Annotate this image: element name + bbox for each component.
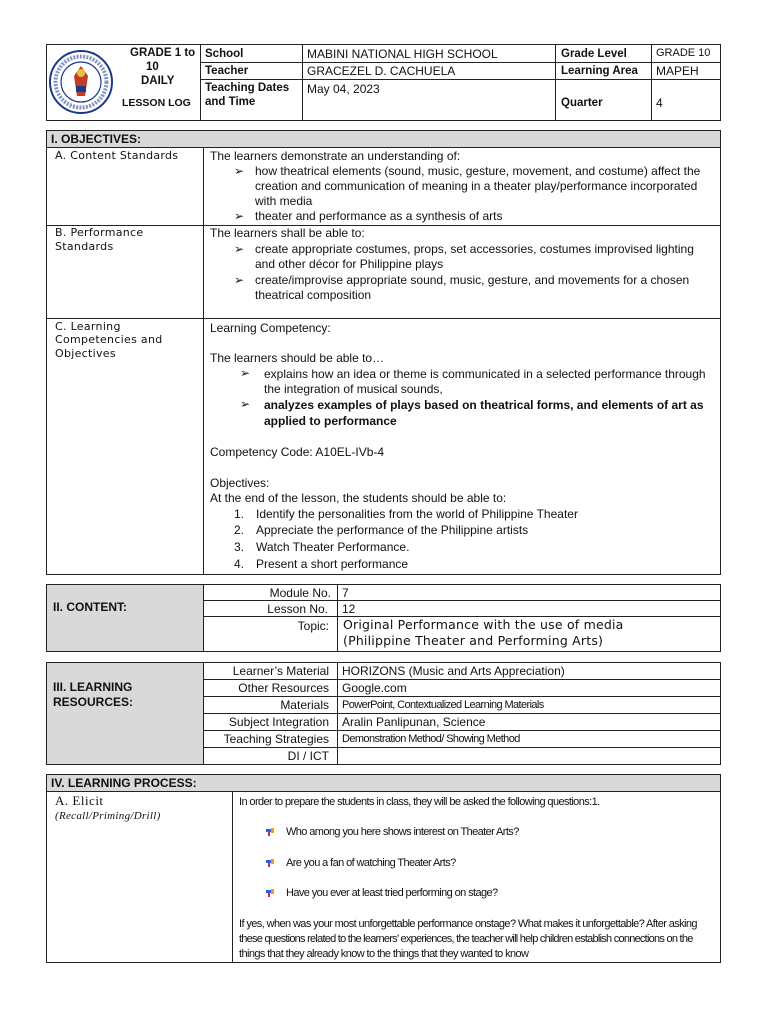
objectives-subheading: Objectives: bbox=[210, 476, 270, 490]
learning-competency-heading: Learning Competency: bbox=[210, 321, 331, 335]
elicit-sublabel: (Recall/Priming/Drill) bbox=[55, 810, 161, 822]
competencies-label-1: C. Learning bbox=[55, 320, 121, 333]
arrow-bullet-icon: ➢ bbox=[240, 366, 251, 380]
competencies-label-2: Competencies and bbox=[55, 333, 163, 346]
competencies-label-3: Objectives bbox=[55, 347, 116, 360]
content-standards-label: A. Content Standards bbox=[55, 149, 179, 162]
school-value: MABINI NATIONAL HIGH SCHOOL bbox=[307, 47, 498, 61]
competency-code: Competency Code: A10EL-IVb-4 bbox=[210, 445, 385, 459]
list-number: 1. bbox=[233, 507, 244, 521]
grade-line-1: GRADE 1 to bbox=[130, 47, 196, 59]
quarter-value: 4 bbox=[656, 96, 663, 110]
dates-label-1: Teaching Dates bbox=[205, 82, 290, 94]
quarter-label: Quarter bbox=[561, 97, 603, 109]
resource-label: DI / ICT bbox=[287, 749, 329, 763]
school-label: School bbox=[205, 48, 244, 60]
teacher-label: Teacher bbox=[205, 65, 249, 77]
arrow-bullet-icon: ➢ bbox=[234, 209, 245, 223]
module-label: Module No. bbox=[269, 586, 331, 600]
resource-label: Other Resources bbox=[238, 681, 329, 695]
resource-value: PowerPoint, Contextualized Learning Materials bbox=[342, 699, 544, 711]
arrow-bullet-icon: ➢ bbox=[234, 273, 245, 287]
topic-line-2: (Philippine Theater and Performing Arts) bbox=[343, 633, 604, 648]
grade-level-value: GRADE 10 bbox=[656, 47, 711, 59]
resource-label: Subject Integration bbox=[228, 715, 329, 729]
topic-label: Topic: bbox=[297, 619, 329, 633]
resources-heading-1: III. LEARNING bbox=[53, 680, 133, 694]
grade-line-2: 10 bbox=[146, 61, 159, 73]
elicit-paragraph-line-1: If yes, when was your most unforgettable performance onstage? What makes it unforgettable? After asking bbox=[239, 918, 697, 930]
content-standards-b1-l3: with media bbox=[255, 194, 313, 208]
end-of-lesson-text: At the end of the lesson, the students should be able to: bbox=[210, 491, 507, 505]
competency-b2-l2: applied to performance bbox=[264, 414, 397, 428]
arrow-bullet-icon: ➢ bbox=[240, 397, 251, 411]
process-heading: IV. LEARNING PROCESS: bbox=[51, 776, 197, 790]
competency-b1-l1: explains how an idea or theme is communicated in a selected performance through bbox=[264, 367, 706, 381]
elicit-label: A. Elicit bbox=[55, 793, 104, 808]
resource-value: Aralin Panlipunan, Science bbox=[342, 715, 486, 729]
arrow-bullet-icon: ➢ bbox=[234, 242, 245, 256]
elicit-paragraph-line-3: things that they already know to the things that they wanted to know bbox=[239, 948, 529, 960]
lesson-log-label: LESSON LOG bbox=[122, 97, 191, 109]
arrow-bullet-icon: ➢ bbox=[234, 164, 245, 178]
performance-standards-label-1: B. Performance bbox=[55, 226, 144, 239]
pushpin-bullet-icon bbox=[265, 858, 275, 868]
content-standards-b1-l1: how theatrical elements (sound, music, gesture, movement, and costume) affect the bbox=[255, 164, 701, 178]
elicit-intro: In order to prepare the students in class, they will be asked the following questions:1. bbox=[239, 796, 600, 808]
resource-value: Demonstration Method/ Showing Method bbox=[342, 733, 520, 745]
deped-seal-icon bbox=[48, 46, 114, 118]
list-item: Watch Theater Performance. bbox=[256, 540, 410, 554]
pushpin-bullet-icon bbox=[265, 888, 275, 898]
list-item: Identify the personalities from the world of Philippine Theater bbox=[256, 507, 578, 521]
performance-standards-b2-l1: create/improvise appropriate sound, music, gesture, and movements for a chosen bbox=[255, 273, 690, 287]
performance-standards-intro: The learners shall be able to: bbox=[210, 226, 365, 240]
lesson-value: 12 bbox=[342, 602, 356, 616]
module-value: 7 bbox=[342, 586, 349, 600]
teacher-value: GRACEZEL D. CACHUELA bbox=[307, 64, 456, 78]
elicit-question: Who among you here shows interest on Theater Arts? bbox=[286, 826, 519, 838]
competency-b2-l1: analyzes examples of plays based on theatrical forms, and elements of art as bbox=[264, 398, 704, 412]
content-standards-b2: theater and performance as a synthesis of arts bbox=[255, 209, 503, 223]
elicit-paragraph-line-2: these questions related to the learners’ experiences, the teacher will help children establish connections on the bbox=[239, 933, 693, 945]
content-heading: II. CONTENT: bbox=[53, 600, 127, 614]
list-item: Appreciate the performance of the Philippine artists bbox=[256, 523, 529, 537]
grade-level-label: Grade Level bbox=[561, 48, 627, 60]
learning-area-label: Learning Area bbox=[561, 65, 638, 77]
resource-value: Google.com bbox=[342, 681, 407, 695]
performance-standards-b1-l1: create appropriate costumes, props, set accessories, costumes improvised lighting bbox=[255, 242, 694, 256]
resource-label: Teaching Strategies bbox=[223, 732, 329, 746]
resource-value: HORIZONS (Music and Arts Appreciation) bbox=[342, 664, 565, 678]
performance-standards-label-2: Standards bbox=[55, 240, 114, 253]
list-number: 3. bbox=[233, 540, 244, 554]
performance-standards-b1-l2: and other décor for Philippine plays bbox=[255, 257, 444, 271]
list-item: Present a short performance bbox=[256, 557, 409, 571]
list-number: 4. bbox=[233, 557, 244, 571]
lesson-label: Lesson No. bbox=[267, 602, 328, 616]
performance-standards-b2-l2: theatrical composition bbox=[255, 288, 372, 302]
pushpin-bullet-icon bbox=[265, 827, 275, 837]
topic-line-1: Original Performance with the use of media bbox=[343, 617, 624, 632]
content-standards-intro: The learners demonstrate an understanding of: bbox=[210, 149, 461, 163]
learning-area-value: MAPEH bbox=[656, 64, 699, 78]
elicit-question: Are you a fan of watching Theater Arts? bbox=[286, 857, 456, 869]
dates-value: May 04, 2023 bbox=[307, 82, 380, 96]
learners-should-text: The learners should be able to… bbox=[210, 351, 385, 365]
competency-b1-l2: the integration of musical sounds, bbox=[264, 382, 443, 396]
content-standards-b1-l2: creation and communication of meaning in a theater play/performance incorporated bbox=[255, 179, 698, 193]
resource-label: Learner’s Material bbox=[232, 664, 329, 678]
resources-heading-2: RESOURCES: bbox=[53, 695, 134, 709]
dates-label-2: and Time bbox=[205, 96, 256, 108]
daily-label: DAILY bbox=[141, 75, 175, 87]
list-number: 2. bbox=[233, 523, 244, 537]
elicit-question: Have you ever at least tried performing on stage? bbox=[286, 887, 498, 899]
resource-label: Materials bbox=[280, 698, 329, 712]
objectives-heading: I. OBJECTIVES: bbox=[51, 132, 142, 146]
